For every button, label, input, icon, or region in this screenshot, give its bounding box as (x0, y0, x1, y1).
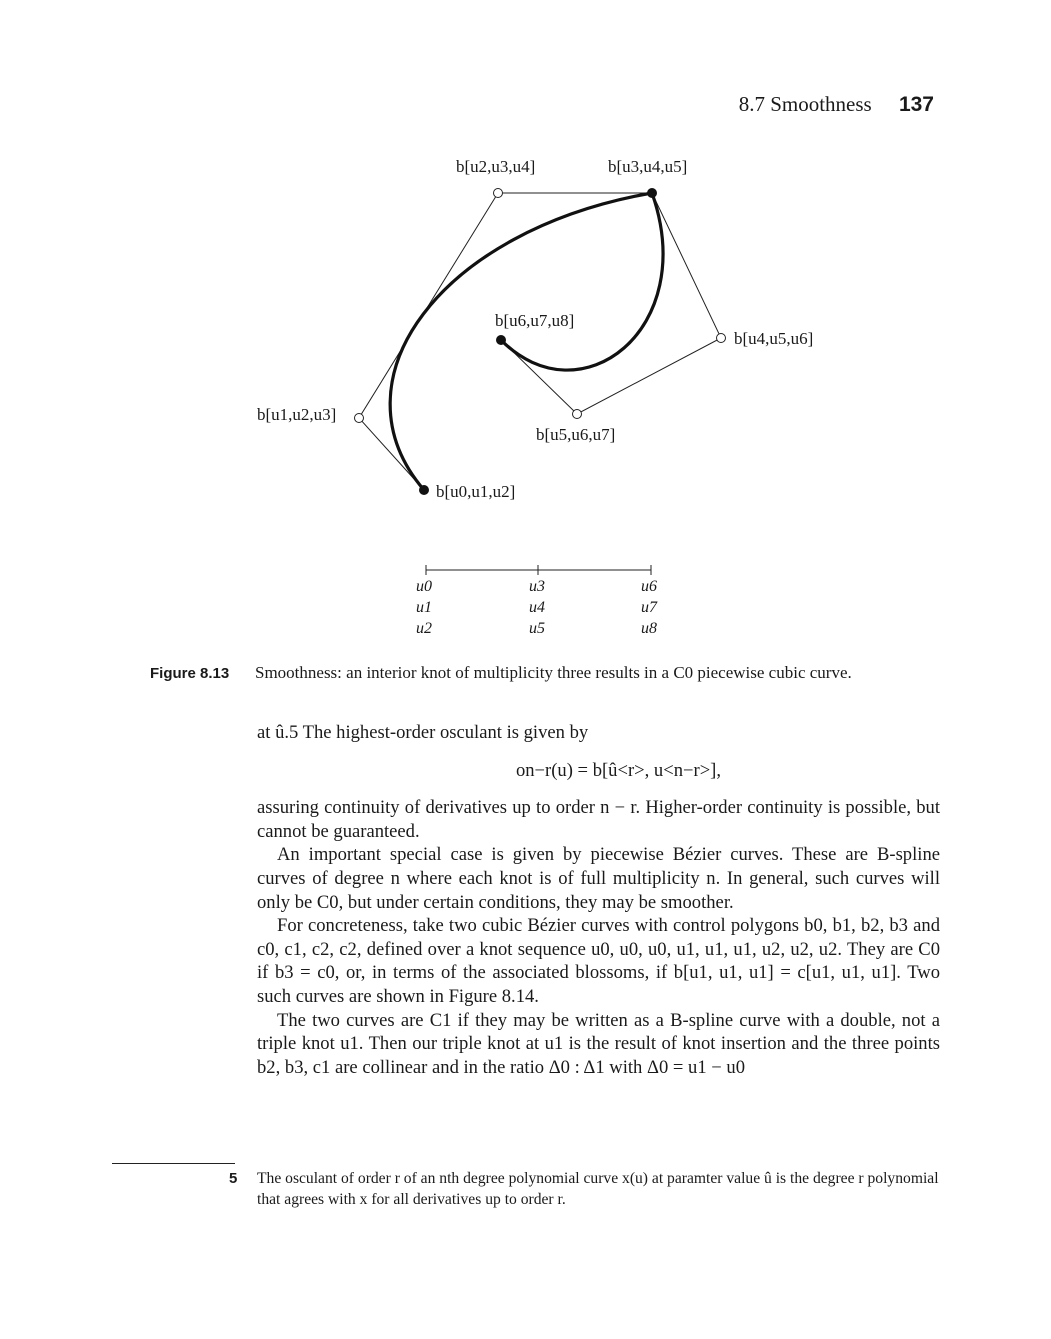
knot-label: u0 (416, 578, 432, 595)
label-b123: b[u1,u2,u3] (257, 405, 337, 424)
open-control-point (573, 410, 582, 419)
open-control-point (355, 414, 364, 423)
knot-label: u6 (641, 578, 657, 595)
paragraph-c1-condition: The two curves are C1 if they may be written as a B-spline curve with a double, not a triple knot u1. Then our triple knot at u1 is the result of knot insertion and the three points b2, b3, c1 are collinear and in the ratio Δ0 : Δ1 with Δ0 = u1 − u0 (257, 1009, 940, 1078)
footnote-rule (112, 1163, 235, 1164)
footnote-number: 5 (229, 1170, 238, 1187)
footnote (229, 1168, 944, 1208)
section-title: 8.7 Smoothness (738, 92, 872, 116)
footnote-text: The osculant of order r of an nth degree polynomial curve x(u) at paramter value û is the degree r polynomial that agrees with x for all derivatives up to order r. (257, 1170, 939, 1208)
curve-segment-2 (501, 193, 663, 370)
label-b678: b[u6,u7,u8] (495, 311, 575, 330)
open-control-point (494, 189, 503, 198)
bspline-figure (0, 0, 1051, 660)
paragraph-continuity: assuring continuity of derivatives up to order n − r. Higher-order continuity is possible, but cannot be guaranteed. (257, 797, 940, 842)
caption-text: Smoothness: an interior knot of multiplicity three results in a C0 piecewise cubic curve. (255, 663, 852, 682)
open-control-point (717, 334, 726, 343)
paragraph-piecewise-bezier: An important special case is given by piecewise Bézier curves. These are B-spline curves of degree n where each knot is of full multiplicity n. In general, such curves will only be C0, but under certain conditions, they may be smoother. (257, 844, 940, 913)
filled-control-point (419, 485, 429, 495)
paragraph-intro: at û.5 The highest-order osculant is given by (257, 722, 589, 743)
figure-caption (150, 663, 950, 683)
body-text (257, 721, 940, 1079)
knot-label: u7 (641, 599, 657, 616)
knot-label: u5 (529, 620, 545, 637)
label-b567: b[u5,u6,u7] (536, 425, 616, 444)
label-b012: b[u0,u1,u2] (436, 482, 516, 501)
page-number: 137 (898, 93, 934, 116)
filled-control-point (496, 335, 506, 345)
label-b345: b[u3,u4,u5] (608, 157, 688, 176)
knot-label: u2 (416, 620, 432, 637)
label-b234: b[u2,u3,u4] (456, 157, 536, 176)
label-b456: b[u4,u5,u6] (734, 329, 814, 348)
curve-segment-1 (390, 193, 652, 490)
control-polygon (359, 193, 721, 490)
knot-label: u1 (416, 599, 432, 616)
filled-control-point (647, 188, 657, 198)
knot-label: u3 (529, 578, 545, 595)
caption-label: Figure 8.13 (150, 665, 230, 682)
knot-label: u8 (641, 620, 657, 637)
knot-label: u4 (529, 599, 545, 616)
paragraph-concreteness: For concreteness, take two cubic Bézier curves with control polygons b0, b1, b2, b3 and c0, c1, c2, c2, defined over a knot sequence u0, u0, u0, u1, u1, u1, u2, u2, u2. They are C0 if b3 = c0, or, in terms of the associated blossoms, if b[u1, u1, u1] = c[u1, u1, u1]. Two such curves are shown in Figure 8.14. (257, 915, 940, 1007)
equation: on−r(u) = b[û<r>, u<n−r>], (515, 759, 722, 781)
